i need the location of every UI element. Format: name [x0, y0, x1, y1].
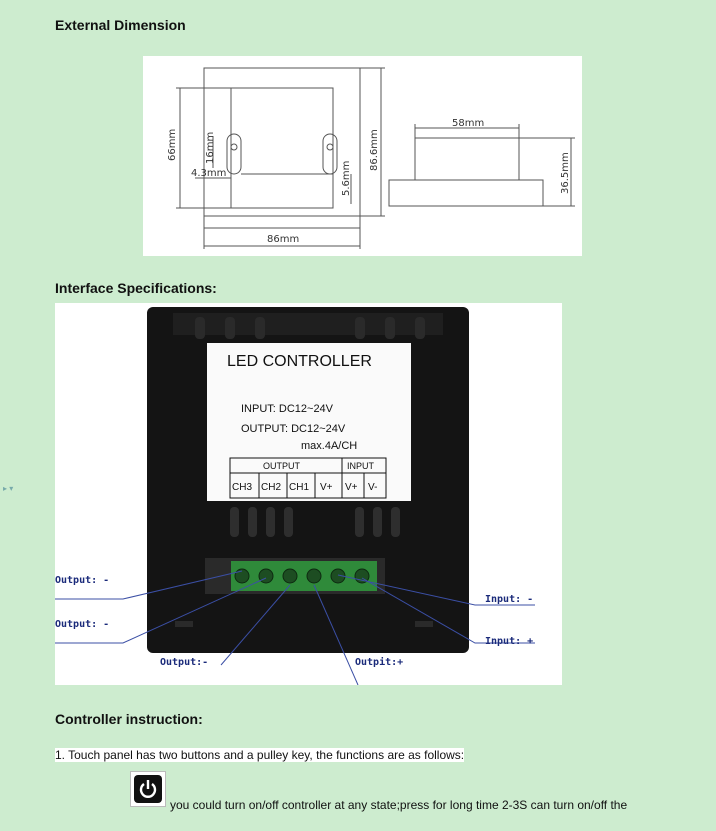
dim-label-16: 16mm: [205, 131, 216, 164]
label-card-title: LED CONTROLLER: [227, 353, 372, 370]
inner-box-outline: [231, 88, 333, 208]
label-card-input: INPUT: DC12~24V: [241, 403, 334, 415]
instruction-item-1: 1. Touch panel has two buttons and a pulley key, the functions are as follows:: [55, 748, 465, 762]
screw-hole-right: [327, 144, 333, 150]
dimension-drawing-svg: [143, 56, 582, 256]
dim-label-866: 86.6mm: [369, 129, 380, 171]
dim-label-66: 66mm: [167, 128, 178, 161]
power-icon: [130, 771, 166, 807]
screw-hole-left: [231, 144, 237, 150]
label-card-max: max.4A/CH: [301, 440, 358, 452]
instruction-item-2: you could turn on/off controller at any state;press for long time 2-3S can turn on/off the: [170, 798, 628, 812]
table-header-output: OUTPUT: [263, 461, 300, 471]
channel-label: V+: [345, 482, 358, 493]
side-marker-icon: ▸ ▾: [3, 484, 14, 493]
dim-label-86: 86mm: [267, 234, 300, 245]
channel-label: CH1: [289, 482, 310, 493]
section-heading-interface-spec: Interface Specifications:: [55, 280, 217, 296]
side-view-body: [415, 138, 519, 180]
screw-slot-right: [323, 134, 337, 174]
dim-label-43: 4.3mm: [191, 168, 227, 179]
dim-label-365: 36.5mm: [560, 152, 571, 194]
controller-photo: [55, 303, 562, 685]
label-card-output: OUTPUT: DC12~24V: [241, 423, 346, 435]
callout-output-minus-2: Output: -: [55, 619, 110, 630]
channel-label: V+: [320, 482, 333, 493]
dim-label-58: 58mm: [452, 118, 485, 129]
callout-input-plus: Input: +: [485, 636, 534, 647]
channel-label: CH2: [261, 482, 282, 493]
channel-label: V-: [368, 482, 378, 493]
callout-output-plus: Outpit:+: [355, 657, 404, 668]
side-view-plate: [389, 180, 543, 206]
callout-output-minus-1: Output: -: [55, 575, 110, 586]
channel-label: CH3: [232, 482, 253, 493]
section-heading-controller-instruction: Controller instruction:: [55, 711, 203, 727]
dim-label-56: 5.6mm: [341, 160, 352, 196]
dimension-drawing: [143, 56, 582, 256]
callout-input-minus: Input: -: [485, 594, 534, 605]
controller-photo-svg: [55, 303, 562, 685]
table-header-input: INPUT: [347, 461, 374, 471]
callout-output-minus-3: Output:-: [160, 657, 209, 668]
screw-slot-left: [227, 134, 241, 174]
section-heading-external-dimension: External Dimension: [55, 17, 186, 33]
